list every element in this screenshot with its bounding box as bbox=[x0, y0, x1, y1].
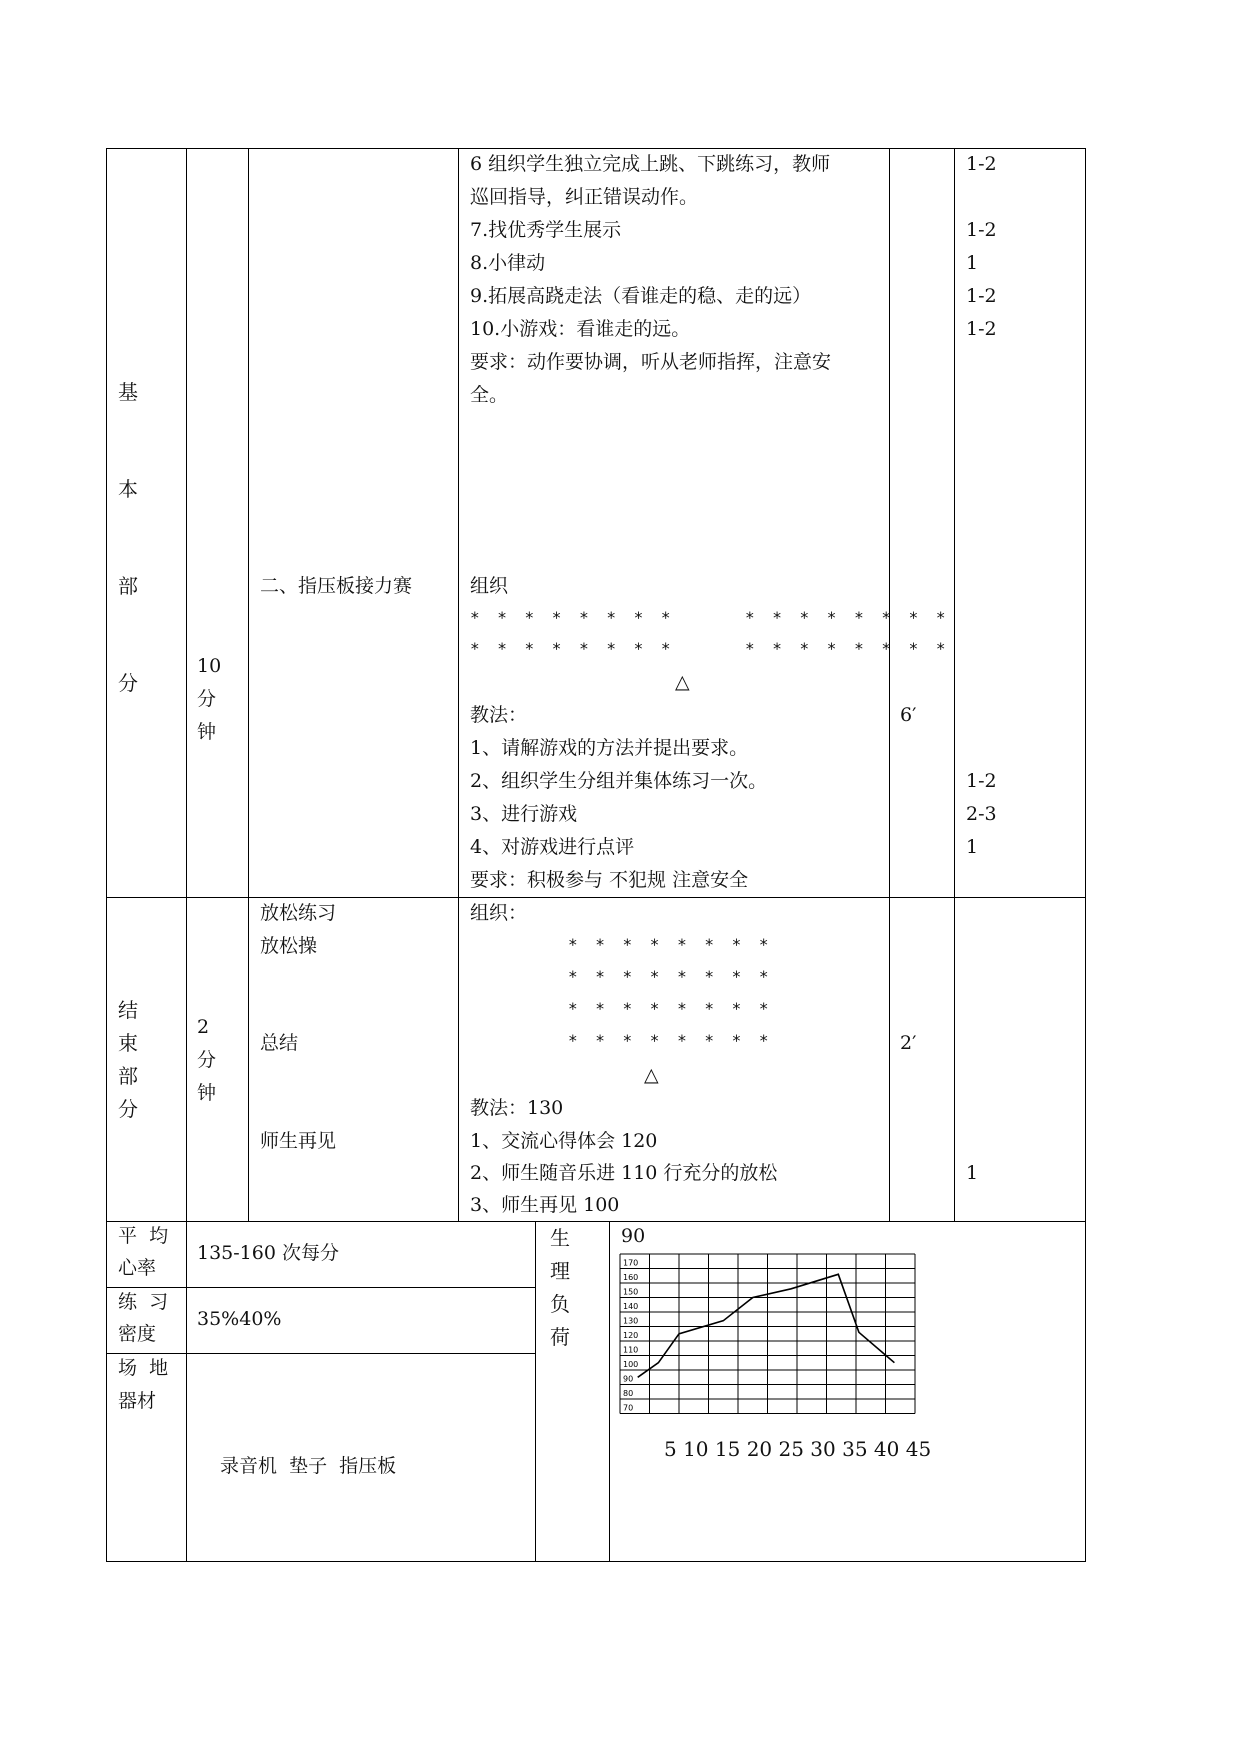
load-label-char-3: 负 bbox=[550, 1292, 570, 1316]
col-divider-content bbox=[248, 148, 249, 1221]
table-right-border bbox=[1085, 148, 1086, 1561]
step-line-5: 9.拓展高跷走法（看谁走的稳、走的远） bbox=[470, 285, 812, 307]
count-top-3: 1 bbox=[966, 252, 979, 274]
relay-game-title: 二、指压板接力赛 bbox=[260, 575, 413, 597]
end-time-line-1: 2 bbox=[197, 1016, 210, 1038]
section-char-2: 本 bbox=[118, 477, 138, 501]
chart-y-tick-label: 80 bbox=[623, 1389, 634, 1398]
heart-rate-label-2: 心率 bbox=[118, 1257, 157, 1279]
relay-step-4: 4、对游戏进行点评 bbox=[470, 836, 635, 858]
count-top-4: 1-2 bbox=[966, 285, 997, 307]
table-bottom-border bbox=[106, 1561, 1086, 1562]
relay-step-3: 3、进行游戏 bbox=[470, 803, 578, 825]
venue-label-1: 场 地 bbox=[118, 1357, 169, 1379]
end-section-char-3: 部 bbox=[118, 1064, 138, 1088]
heart-rate-value: 135-160 次每分 bbox=[197, 1242, 339, 1264]
step-line-8: 全。 bbox=[470, 384, 509, 406]
section-char-4: 分 bbox=[118, 671, 138, 695]
end-item-summary: 总结 bbox=[260, 1032, 299, 1054]
density-value: 35%40% bbox=[197, 1308, 282, 1330]
star-row-right-1: * * * * * * * * bbox=[745, 608, 950, 627]
table-left-border bbox=[106, 148, 107, 1561]
row-divider-density-venue bbox=[106, 1353, 536, 1354]
chart-y-tick-label: 120 bbox=[623, 1331, 639, 1340]
end-count: 1 bbox=[966, 1162, 979, 1184]
relay-step-1: 1、请解游戏的方法并提出要求。 bbox=[470, 737, 749, 759]
end-method-line-1: 教法：130 bbox=[470, 1097, 564, 1119]
end-method-line-4: 3、师生再见 100 bbox=[470, 1194, 620, 1216]
relay-org-label: 组织 bbox=[470, 575, 509, 597]
count-bottom-3: 1 bbox=[966, 836, 979, 858]
col-divider-count bbox=[954, 148, 955, 1221]
end-star-row-2: * * * * * * * * bbox=[568, 967, 773, 986]
heart-rate-label-1: 平 均 bbox=[118, 1225, 169, 1247]
end-item-relax-exercise: 放松操 bbox=[260, 935, 318, 957]
chart-y-tick-label: 140 bbox=[623, 1302, 639, 1311]
section-char-3: 部 bbox=[118, 574, 138, 598]
chart-x-tick-labels: 5 10 15 20 25 30 35 40 45 bbox=[664, 1437, 932, 1461]
col-divider-method bbox=[458, 148, 459, 1221]
teacher-triangle-end: △ bbox=[644, 1064, 659, 1086]
section-char-1: 基 bbox=[118, 380, 138, 404]
teacher-triangle-basic: △ bbox=[675, 671, 690, 693]
end-item-goodbye: 师生再见 bbox=[260, 1130, 337, 1152]
count-top-5: 1-2 bbox=[966, 318, 997, 340]
chart-y-tick-label: 70 bbox=[623, 1403, 634, 1413]
count-top-2: 1-2 bbox=[966, 219, 997, 241]
chart-y-tick-label: 100 bbox=[623, 1360, 639, 1369]
end-section-char-4: 分 bbox=[118, 1097, 138, 1121]
end-item-relax: 放松练习 bbox=[260, 902, 337, 924]
col-divider-duration bbox=[889, 148, 890, 1221]
col-divider-time bbox=[186, 148, 187, 1561]
chart-y-tick-label: 130 bbox=[623, 1316, 639, 1326]
step-line-2: 巡回指导，纠正错误动作。 bbox=[470, 186, 699, 208]
step-line-1: 6 组织学生独立完成上跳、下跳练习，教师 bbox=[470, 153, 831, 175]
end-duration: 2′ bbox=[900, 1032, 917, 1054]
chart-y-tick-label: 170 bbox=[623, 1258, 639, 1268]
step-line-6: 10.小游戏：看谁走的远。 bbox=[470, 318, 691, 340]
row-divider-basic-end bbox=[106, 897, 1086, 898]
star-row-left-2: * * * * * * * * bbox=[470, 639, 675, 658]
relay-method-label: 教法： bbox=[470, 704, 528, 726]
relay-step-2: 2、组织学生分组并集体练习一次。 bbox=[470, 770, 768, 792]
basic-time-line-1: 10 bbox=[197, 655, 222, 677]
venue-label-2: 器材 bbox=[118, 1390, 157, 1412]
step-line-4: 8.小律动 bbox=[470, 252, 546, 274]
star-row-left-1: * * * * * * * * bbox=[470, 608, 675, 627]
star-row-right-2: * * * * * * * * bbox=[745, 639, 950, 658]
end-org-label: 组织： bbox=[470, 902, 528, 924]
load-label-char-2: 理 bbox=[550, 1259, 570, 1283]
relay-duration: 6′ bbox=[900, 704, 917, 726]
venue-value: 录音机 垫子 指压板 bbox=[220, 1455, 397, 1477]
count-bottom-2: 2-3 bbox=[966, 803, 997, 825]
count-top-1: 1-2 bbox=[966, 153, 997, 175]
step-line-7: 要求：动作要协调，听从老师指挥，注意安 bbox=[470, 351, 832, 373]
density-label-1: 练 习 bbox=[118, 1291, 169, 1313]
end-section-char-1: 结 bbox=[118, 998, 138, 1022]
col-divider-load-label bbox=[535, 1221, 536, 1561]
end-time-line-3: 钟 bbox=[197, 1082, 217, 1104]
end-method-line-2: 1、交流心得体会 120 bbox=[470, 1130, 658, 1152]
chart-y-tick-label: 150 bbox=[623, 1287, 639, 1297]
end-star-row-4: * * * * * * * * bbox=[568, 1031, 773, 1050]
step-line-3: 7.找优秀学生展示 bbox=[470, 219, 622, 241]
load-label-char-1: 生 bbox=[550, 1226, 570, 1250]
basic-time-line-2: 分 bbox=[197, 688, 217, 710]
end-star-row-1: * * * * * * * * bbox=[568, 935, 773, 954]
chart-y-tick-label: 110 bbox=[623, 1345, 639, 1355]
end-method-line-3: 2、师生随音乐进 110 行充分的放松 bbox=[470, 1162, 778, 1184]
chart-y-tick-label: 160 bbox=[623, 1273, 639, 1282]
chart-y-tick-label: 90 bbox=[623, 1374, 634, 1384]
count-bottom-1: 1-2 bbox=[966, 770, 997, 792]
end-section-char-2: 束 bbox=[118, 1031, 138, 1055]
end-star-row-3: * * * * * * * * bbox=[568, 999, 773, 1018]
chart-top-label: 90 bbox=[621, 1225, 646, 1247]
density-label-2: 密度 bbox=[118, 1323, 157, 1345]
end-time-line-2: 分 bbox=[197, 1049, 217, 1071]
basic-time-line-3: 钟 bbox=[197, 721, 217, 743]
load-label-char-4: 荷 bbox=[550, 1325, 570, 1349]
row-divider-heart-density bbox=[106, 1287, 536, 1288]
relay-requirement: 要求：积极参与 不犯规 注意安全 bbox=[470, 869, 749, 891]
